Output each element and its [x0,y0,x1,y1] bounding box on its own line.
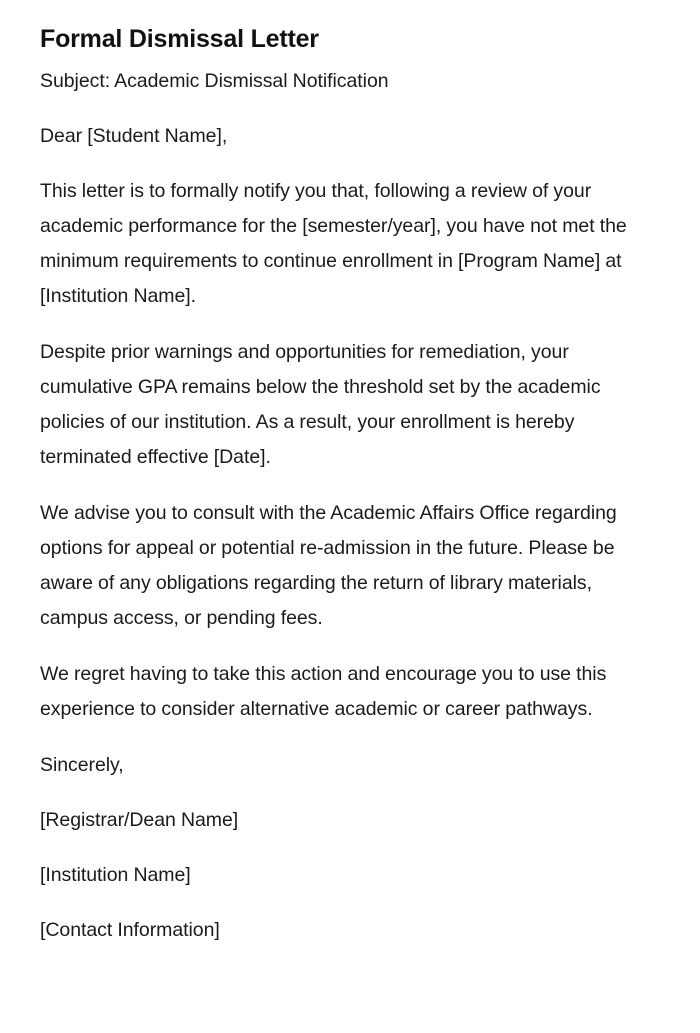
gpa-threshold-body: Despite prior warnings and opportunities for remediation, your cumulative GPA remains below the threshold set by the academic policies of our institution. As a result, your enrollment is hereby terminated effective [Date]. [40,341,601,468]
salutation: Dear [Student Name], [40,125,228,147]
appeal-guidance-body: We advise you to consult with the Academic Affairs Office regarding options for appeal or potential re-admission in the future. Please be aware of any obligations regarding the return of library materials, campus access, or pending fees. [40,502,617,629]
page-title: Formal Dismissal Letter [40,25,319,53]
notification-body: This letter is to formally notify you that, following a review of your academic performance for the [semester/year], you have not met the minimum requirements to continue enrollment in [Program Name] at [Institution Name]. [40,180,627,307]
signer-contact: [Contact Information] [40,919,220,941]
signoff: Sincerely, [40,754,124,776]
closing-remarks-body: We regret having to take this action and encourage you to use this experience to consider alternative academic or career pathways. [40,663,607,720]
signer-institution: [Institution Name] [40,864,191,886]
signer-name: [Registrar/Dean Name] [40,809,239,831]
letter-body [40,64,640,948]
subject-line: Subject: Academic Dismissal Notification [40,70,389,92]
